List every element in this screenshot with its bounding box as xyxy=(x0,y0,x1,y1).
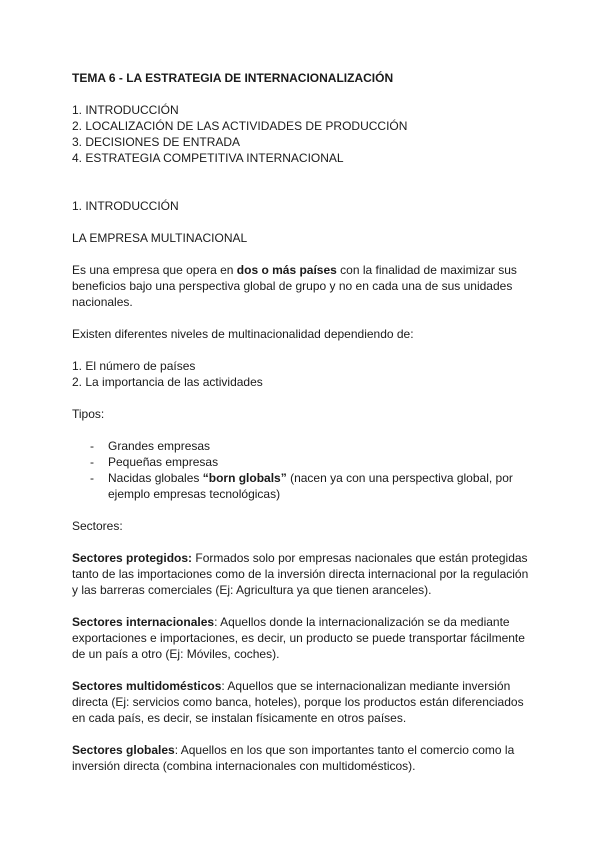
dash-bullet: - xyxy=(90,455,94,469)
sector-paragraph xyxy=(72,678,532,726)
types-list xyxy=(72,438,532,502)
list-item-text: (nacen ya con una perspectiva global, por ejemplo empresas tecnológicas) xyxy=(108,471,513,501)
list-item-text: Nacidas globales xyxy=(108,471,203,485)
definition-emphasis: dos o más países xyxy=(236,263,337,277)
sector-text: : Aquellos en los que son importantes tanto el comercio como la inversión directa (combina internacionales con multidomésticos). xyxy=(72,743,515,773)
toc-item: 2. LOCALIZACIÓN DE LAS ACTIVIDADES DE PRODUCCIÓN xyxy=(72,119,408,133)
level-item: 2. La importancia de las actividades xyxy=(72,375,263,389)
list-item-emphasis: “born globals” xyxy=(202,471,287,485)
toc-item: 4. ESTRATEGIA COMPETITIVA INTERNACIONAL xyxy=(72,151,344,165)
list-item xyxy=(90,438,532,454)
page-title: TEMA 6 - LA ESTRATEGIA DE INTERNACIONALIZACIÓN xyxy=(72,71,394,85)
sector-text: : Aquellos donde la internacionalización se da mediante exportaciones e importaciones, es decir, un producto se puede transportar fácilmente de un país a otro (Ej: Móviles, coches). xyxy=(72,615,525,661)
toc-item: 1. INTRODUCCIÓN xyxy=(72,103,179,117)
sector-paragraph xyxy=(72,742,532,774)
sector-paragraph xyxy=(72,614,532,662)
document-page xyxy=(72,70,532,774)
levels-intro: Existen diferentes niveles de multinacionalidad dependiendo de: xyxy=(72,327,414,341)
sector-name: Sectores protegidos: xyxy=(72,551,193,565)
types-label: Tipos: xyxy=(72,407,105,421)
sector-name: Sectores globales xyxy=(72,743,175,757)
sector-text: Formados solo por empresas nacionales que están protegidas tanto de las importaciones como de la inversión directa internacional por la regulación y las barreras comerciales (Ej: Agricultura ya que tienen aranceles). xyxy=(72,551,529,597)
sector-paragraph xyxy=(72,550,532,598)
dash-bullet: - xyxy=(90,471,94,485)
list-item-text: Grandes empresas xyxy=(108,439,211,453)
toc-item: 3. DECISIONES DE ENTRADA xyxy=(72,135,241,149)
table-of-contents xyxy=(72,102,532,166)
definition-text: con la finalidad de maximizar sus beneficios bajo una perspectiva global de grupo y no en cada una de sus unidades nacionales. xyxy=(72,263,517,309)
sector-name: Sectores multidomésticos xyxy=(72,679,222,693)
subheading: LA EMPRESA MULTINACIONAL xyxy=(72,231,248,245)
dash-bullet: - xyxy=(90,439,94,453)
sector-text: : Aquellos que se internacionalizan mediante inversión directa (Ej: servicios como banca, hoteles), porque los productos están diferenciados en cada país, es decir, se instalan físicamente en otros países. xyxy=(72,679,524,725)
definition-paragraph xyxy=(72,262,532,310)
level-item: 1. El número de países xyxy=(72,359,196,373)
sectors-label: Sectores: xyxy=(72,519,123,533)
list-item xyxy=(90,454,532,470)
list-item-text: Pequeñas empresas xyxy=(108,455,219,469)
list-item xyxy=(90,470,532,502)
definition-text: Es una empresa que opera en xyxy=(72,263,237,277)
section-heading: 1. INTRODUCCIÓN xyxy=(72,199,179,213)
sector-name: Sectores internacionales xyxy=(72,615,215,629)
